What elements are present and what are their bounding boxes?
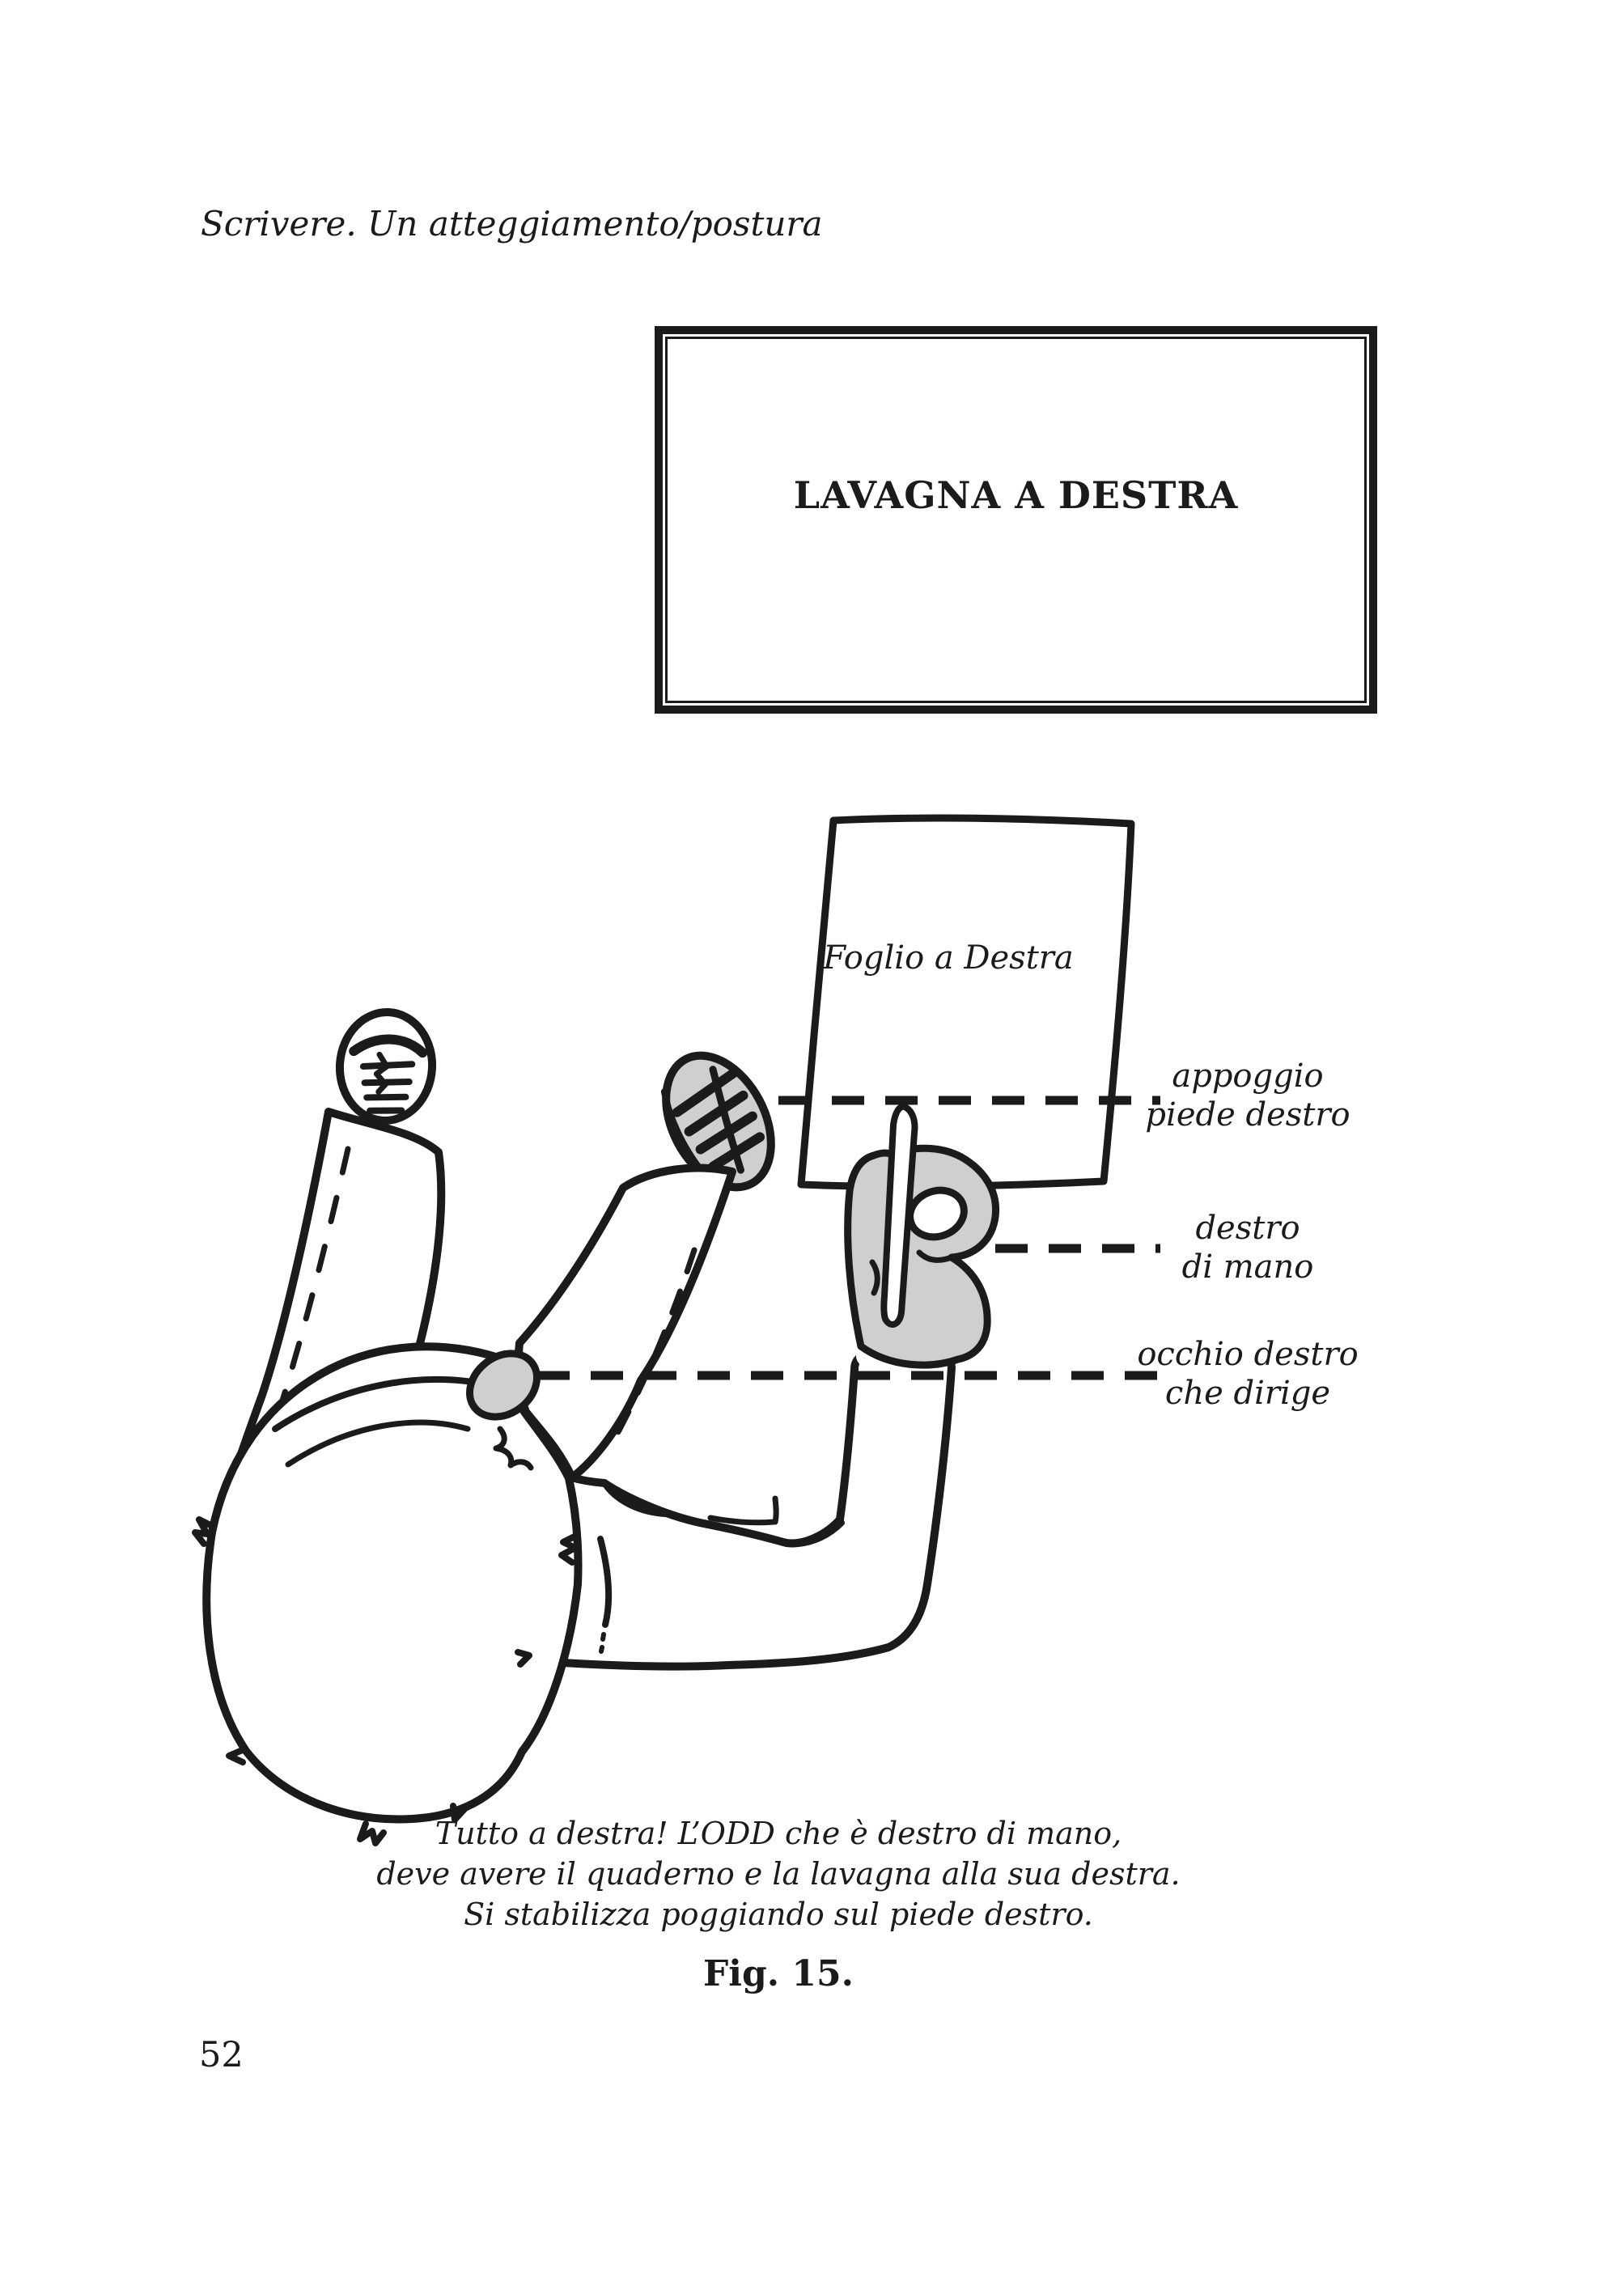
right-leg [518,1168,732,1477]
annotation-hand-line2: di mano [1181,1248,1314,1286]
annotation-eye [1086,1335,1410,1413]
sheet-label: Foglio a Destra [823,939,1074,977]
annotation-foot [1086,1057,1410,1134]
annotation-foot-line2: piede destro [1145,1096,1351,1134]
figure-number: Fig. 15. [703,1953,854,1994]
paper-sheet [801,818,1131,1186]
left-shoe-icon [336,1009,435,1124]
figure-caption-line1: Tutto a destra! L’ODD che è destro di mano, [435,1816,1122,1851]
hair-tuft-bottom-left [229,1749,244,1762]
figure-caption-line2: deve avere il quaderno e la lavagna alla sua destra. [376,1856,1181,1892]
annotation-foot-line1: appoggio [1172,1057,1324,1095]
annotation-eye-line1: occhio destro [1137,1336,1359,1373]
page-number: 52 [199,2035,244,2075]
blackboard-title: LAVAGNA A DESTRA [793,473,1239,517]
head [206,1346,578,1819]
running-head: Scrivere. Un atteggiamento/postura [201,204,823,244]
annotation-hand-line1: destro [1195,1210,1300,1247]
sleeve-seam [710,1498,776,1523]
annotation-eye-line2: che dirige [1164,1375,1331,1412]
annotation-hand [1086,1209,1410,1286]
figure-caption-line3: Si stabilizza poggiando sul piede destro. [464,1897,1093,1932]
